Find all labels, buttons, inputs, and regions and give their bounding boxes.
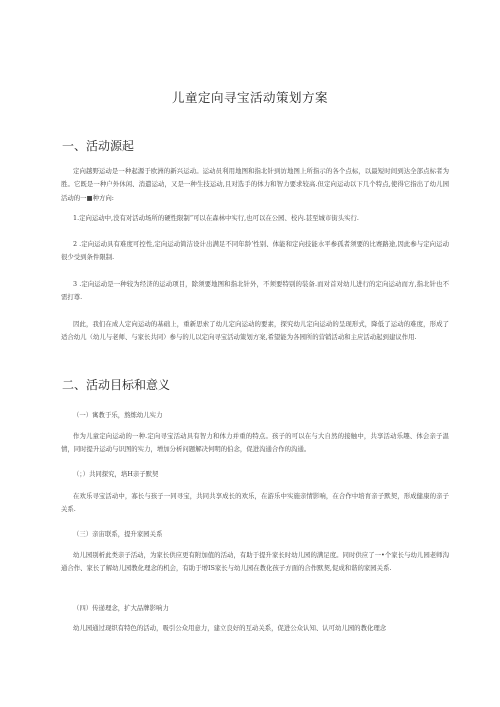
section-heading-origin: 一、活动源起 [62, 139, 135, 153]
paragraph: 2 .定向运动具有难度可控性,定向运动简洁设计出满足不同年龄’性别、体能和定向技能水平参孤者须要的比赛路途,因此参与定向运动很少受到条件限制. [61, 240, 449, 262]
subsection-label: （一）寓教于乐，熬炼幼儿实力 [73, 411, 163, 419]
paragraph: 幼儿园通过现织有特色的活动，吸引公众用意力，建立良好的互动关系，促进公众认知、认可幼儿园的教化理念 [73, 624, 387, 632]
paragraph: 在欢乐寻宝活动中，寡长与孩子一同寻宝，共同共享成长的欢乐，在游乐中实施亲情影响，在合作中培育亲子默契，形成健康的亲子关系. [61, 492, 449, 514]
paragraph: 1.定向运动中,没有对活动场所的硬性限制“可以在森林中实行,也可以在公园、校内.甚至城市街头实行. [73, 214, 359, 222]
subsection-label: （三）亲宙联系，提升家园关系 [73, 530, 163, 538]
subsection-label: （四）传递理念，扩大品牌影响力 [73, 604, 169, 612]
page-title: 儿童定向寻宝活动策划方案 [171, 90, 328, 105]
paragraph: 作为儿童定向运动的一种.定向寻宝活动具有智力和体力并重的特点。孩子的可以在与大自然的接触中，共享活动乐趣、体会亲子温情，同时提升运动与识图的实力，增加分析问题解决何明的伯念，促进沟通合作的沟通。 [61, 432, 449, 454]
paragraph: 定向越野运动是一种起源于欧洲的新兴运动。运动员利用地图和指北针到访地图上所指示的各个点标，以最短时间到达全部点标者为胜。它既是一种户外休闲、消遣运动，又是一种生技运动,且对选手的体力和智力要求较高.但定向运动以下几个特点,使得它指出了幼儿园活动的一■种方向: [61, 167, 449, 202]
section-heading-goals: 二、活动目标和意义 [62, 378, 171, 392]
subsection-label: （；）共同探究，培H亲子默契 [73, 470, 159, 478]
paragraph: 3 .定向运动是一种较为经济的运动项目，除须要地图和指北针外，不须要特别的装备.而对首对幼儿进行的定向运动而方,指北针也不需打尊. [61, 280, 449, 302]
paragraph: 因此，我们在成人定向运动的基础上，重新思索了幼儿定向运动的要素，探究幼儿定向运动的呈现形式，降低了运动的难度，形成了适合幼儿（幼儿与老师、与家长共同）参与的儿以定向寻宝活动策划方案,希望能为各园所的营销活动和主应活动起到建议作用. [61, 320, 449, 342]
paragraph: 幼儿园别析此类亲子活动，为家长供应更有附加值的活动，有助于提升家长时幼儿园的满足度。同时供应了一•个家长与幼儿园老师沟通合作、家长了解幼儿园教化理念的机会，有助于增IS家长与幼儿园在教化孩子方面的合作默契,促成和谐的家园关系. [61, 551, 449, 573]
